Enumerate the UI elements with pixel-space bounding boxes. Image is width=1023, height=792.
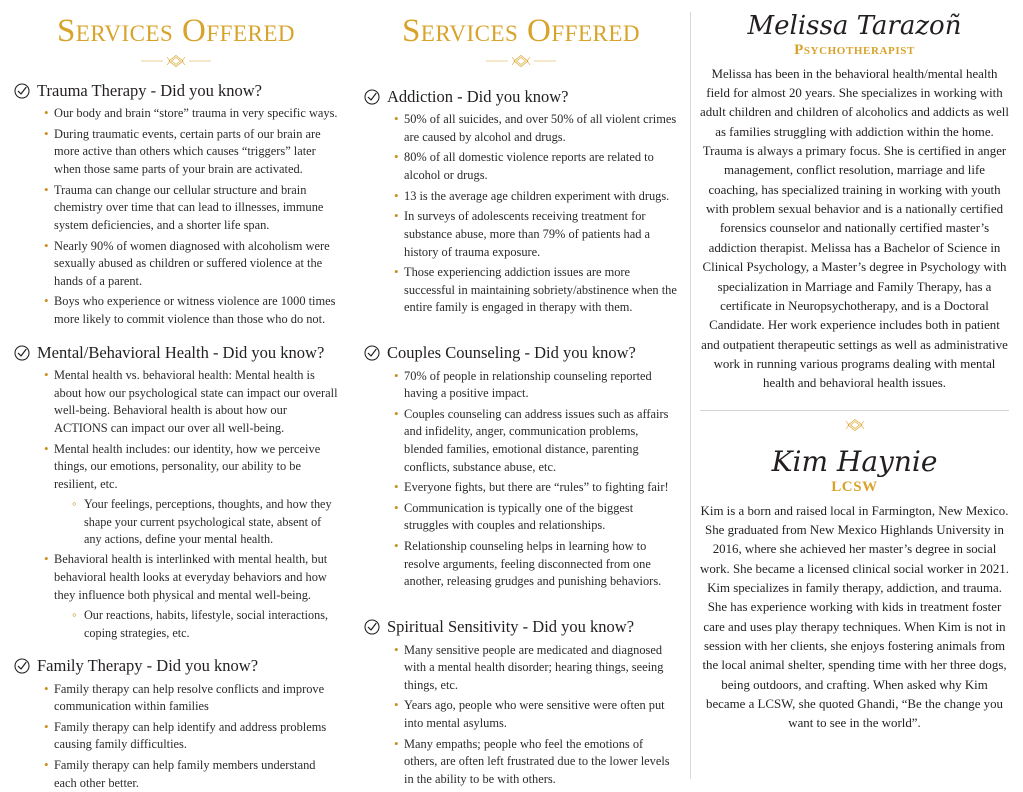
list-item: • During traumatic events, certain parts of our brain are more active than others which causes “triggers” later when those same parts of your brain are activated. xyxy=(44,126,338,179)
service-subfact-list xyxy=(54,496,338,548)
service-item xyxy=(14,656,338,792)
list-item xyxy=(44,441,338,549)
checkmark-circle-icon xyxy=(14,83,30,99)
service-item xyxy=(364,617,678,789)
list-item: • Everyone fights, but there are “rules” to fighting fair! xyxy=(394,479,678,497)
list-item: • Nearly 90% of women diagnosed with alcoholism were sexually abused as children or suffered violence at the hands of a parent. xyxy=(44,238,338,291)
page-title-left: Services Offered xyxy=(56,13,296,49)
list-item: • 13 is the average age children experiment with drugs. xyxy=(394,188,678,206)
service-item xyxy=(364,343,678,591)
service-heading-row xyxy=(14,81,338,102)
service-heading-row xyxy=(364,87,678,108)
list-item: • Many empaths; people who feel the emotions of others, are often left frustrated due to the lower levels in the ability to be with others. xyxy=(394,736,678,789)
service-heading: Couples Counseling - Did you know? xyxy=(387,342,636,362)
list-item-text: Mental health includes: our identity, how we perceive things, our emotions, personality, our ability to be resilient, etc. xyxy=(54,441,321,491)
list-item: ◦ Our reactions, habits, lifestyle, social interactions, coping strategies, etc. xyxy=(72,607,338,642)
list-item: • Communication is typically one of the biggest struggles with couples and relationships. xyxy=(394,500,678,535)
service-heading-row xyxy=(14,343,338,364)
service-fact-list xyxy=(364,111,678,317)
page-title-middle: Services Offered xyxy=(401,13,641,49)
bio-credential: Psychotherapist xyxy=(794,41,915,58)
list-item: • 80% of all domestic violence reports are related to alcohol or drugs. xyxy=(394,149,678,184)
service-item xyxy=(364,87,678,317)
ornament-divider-icon xyxy=(141,53,211,69)
service-item xyxy=(14,343,338,642)
list-item: • Trauma can change our cellular structure and brain chemistry over time that can lead to illnesses, immune system deficiencies, and a shorter life span. xyxy=(44,182,338,235)
service-heading: Mental/Behavioral Health - Did you know? xyxy=(37,342,325,362)
service-subfact-list xyxy=(54,607,338,642)
bio-kim xyxy=(700,444,1009,734)
list-item: • Those experiencing addiction issues are more successful in maintaining sobriety/abstinence when the entire family is engaged in therapy with them. xyxy=(394,264,678,317)
ornament-divider-icon xyxy=(820,417,890,433)
service-heading: Spiritual Sensitivity - Did you know? xyxy=(387,616,635,636)
bio-name: Kim Haynie xyxy=(771,444,938,478)
bio-column xyxy=(690,8,1013,785)
service-heading: Family Therapy - Did you know? xyxy=(37,655,259,675)
list-item: • Family therapy can help family members understand each other better. xyxy=(44,757,338,792)
list-item: ◦ Your feelings, perceptions, thoughts, and how they shape your current psychological state, absent of any actions, define your mental health. xyxy=(72,496,338,548)
list-item: • Family therapy can help identify and address problems causing family difficulties. xyxy=(44,719,338,754)
checkmark-circle-icon xyxy=(14,658,30,674)
bio-text: Melissa has been in the behavioral health/mental health field for almost 20 years. She specializes in working with adult children and children of alcoholics and addicts as well as families struggling with addiction within the home. Trauma is always a primary focus. She is certified in anger management, conflict resolution, marriage and life coaching, has specialized training in working with youth with problem sexual behavior and is a nationally certified forensics counselor and nationally certified master’s addiction therapist. Melissa has a Bachelor of Science in Clinical Psychology, a Master’s degree in Psychology with specialization in Marriage and Family Therapy, has a certificate in Neuropsychotherapy, and is a Doctoral Candidate. Her work experience includes both in patient and outpatient therapeutic settings as well as administrative work in running various programs dealing with mental health and behavioral health issues. xyxy=(700,66,1009,391)
list-item: • Years ago, people who were sensitive were often put into mental asylums. xyxy=(394,697,678,732)
checkmark-circle-icon xyxy=(364,89,380,105)
service-heading-row xyxy=(364,617,678,638)
service-heading-row xyxy=(364,343,678,364)
list-item: • Couples counseling can address issues such as affairs and infidelity, anger, communication problems, blended families, emotional distance, parenting conflicts, substance abuse, etc. xyxy=(394,406,678,476)
checkmark-circle-icon xyxy=(14,345,30,361)
ornament-divider-icon xyxy=(486,53,556,69)
bio-name: Melissa Tarazoñ xyxy=(747,11,962,41)
bio-divider xyxy=(700,410,1009,411)
list-item: • Boys who experience or witness violence are 1000 times more likely to commit violence than those who do not. xyxy=(44,293,338,328)
service-fact-list xyxy=(364,368,678,591)
bio-credential: LCSW xyxy=(831,478,878,495)
service-heading: Trauma Therapy - Did you know? xyxy=(37,80,263,100)
list-item: • Many sensitive people are medicated and diagnosed with a mental health disorder; hearing things, seeing things, etc. xyxy=(394,642,678,695)
list-item xyxy=(44,551,338,641)
list-item: • 50% of all suicides, and over 50% of all violent crimes are caused by alcohol and drugs. xyxy=(394,111,678,146)
service-heading-row xyxy=(14,656,338,677)
list-item: • Relationship counseling helps in learning how to resolve arguments, feeling disconnected from one another, releasing grudges and punishing behaviors. xyxy=(394,538,678,591)
list-item-text: Behavioral health is interlinked with mental health, but behavioral health looks at everyday behaviors and how they influence both physical and mental well-being. xyxy=(54,552,328,602)
service-fact-list xyxy=(14,105,338,328)
services-column-left xyxy=(10,8,350,790)
list-item: • Mental health vs. behavioral health: Mental health is about how our psychological state can impact our overall well-being. Behavioral health is about how our ACTIONS can impact our over all well-being. xyxy=(44,367,338,437)
list-item: • Family therapy can help resolve conflicts and improve communication within families xyxy=(44,681,338,716)
checkmark-circle-icon xyxy=(364,345,380,361)
bio-melissa xyxy=(700,12,1009,394)
service-item xyxy=(14,81,338,329)
list-item: • 70% of people in relationship counseling reported having a positive impact. xyxy=(394,368,678,403)
bio-text: Kim is a born and raised local in Farmington, New Mexico. She graduated from New Mexico Highlands University in 2016, where she achieved her master’s degree in social work. She became a licensed clinical social worker in 2021. Kim specializes in family therapy, addiction, and trauma. She has experience working with kids in treatment foster care and uses play therapy techniques. When Kim is not in session with her clients, she enjoys fostering animals from the local animal shelter, spending time with her three dogs, being outdoors, and crafting. When asked why Kim became a LCSW, she quoted Ghandi, “Be the change you want to see in the world”. xyxy=(700,503,1009,731)
services-column-middle xyxy=(350,8,690,785)
service-fact-list xyxy=(14,681,338,792)
service-fact-list xyxy=(364,642,678,789)
list-item: • Our body and brain “store” trauma in very specific ways. xyxy=(44,105,338,123)
service-heading: Addiction - Did you know? xyxy=(387,86,569,106)
service-fact-list xyxy=(14,367,338,642)
checkmark-circle-icon xyxy=(364,619,380,635)
list-item: • In surveys of adolescents receiving treatment for substance abuse, more than 79% of patients had a history of trauma exposure. xyxy=(394,208,678,261)
